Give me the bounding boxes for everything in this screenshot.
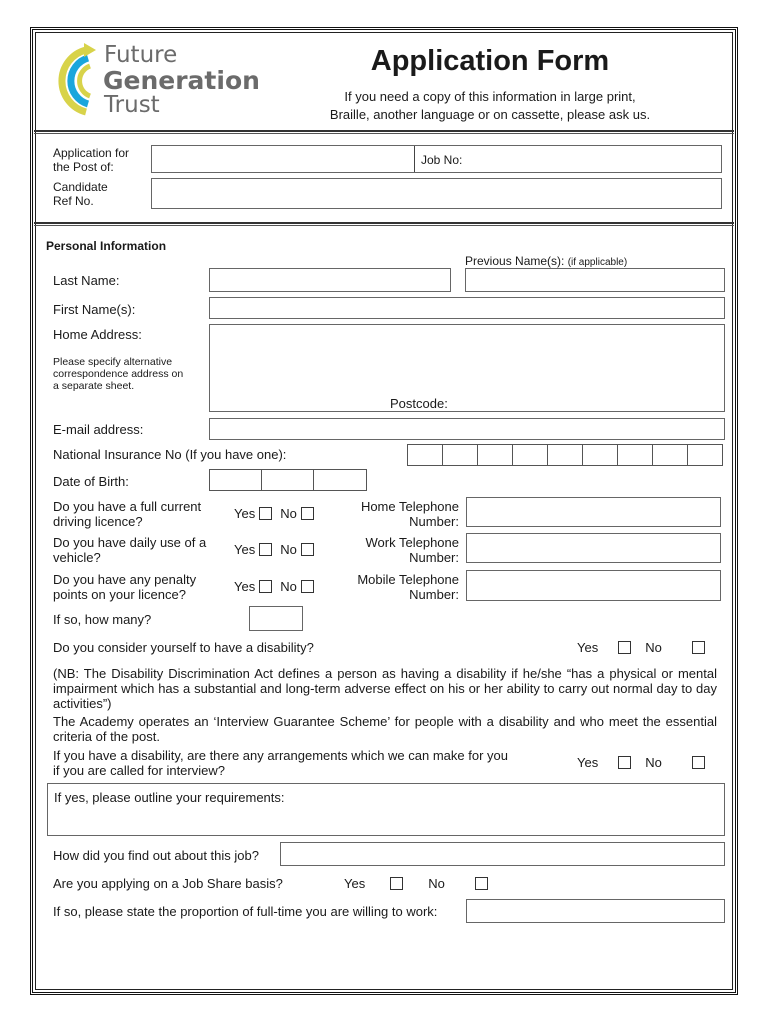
driving-licence-options: Yes No	[234, 506, 314, 521]
home-telephone-input[interactable]	[466, 497, 721, 527]
requirements-textarea[interactable]	[47, 783, 725, 836]
mobile-telephone-input[interactable]	[466, 570, 721, 601]
arrangements-no-checkbox[interactable]	[692, 756, 705, 769]
logo-text-generation: Generation	[103, 66, 260, 95]
how-many-label: If so, how many?	[53, 612, 152, 627]
dob-month-cell[interactable]	[262, 469, 314, 491]
dda-note: (NB: The Disability Discrimination Act defines a person as having a disability if he/she “has a physical or mental impairment which has a substantial and long-term adverse effect on his or her ability to carry out normal day to day activities”)	[53, 666, 717, 711]
first-names-input[interactable]	[209, 297, 725, 319]
arrangements-question: If you have a disability, are there any arrangements which we can make for you if you are called for interview?	[53, 748, 508, 778]
email-label: E-mail address:	[53, 422, 144, 437]
mobile-telephone-label: Mobile Telephone Number:	[357, 572, 459, 602]
job-share-yes-checkbox[interactable]	[390, 877, 403, 890]
disability-options: Yes No	[577, 640, 705, 655]
ni-number-input[interactable]	[407, 444, 723, 466]
post-input[interactable]	[152, 146, 415, 172]
vehicle-no-checkbox[interactable]	[301, 543, 314, 556]
find-out-input[interactable]	[280, 842, 725, 866]
interview-guarantee-note: The Academy operates an ‘Interview Guarantee Scheme’ for people with a disability and who meet the essential criteria of the post.	[53, 714, 717, 744]
ni-label: National Insurance No (If you have one):	[53, 447, 287, 462]
email-input[interactable]	[209, 418, 725, 440]
section-divider	[34, 130, 734, 134]
penalty-points-count-input[interactable]	[249, 606, 303, 631]
section-divider	[34, 222, 734, 226]
application-for-label: Application for the Post of:	[53, 146, 130, 174]
previous-names-label: Previous Name(s): (if applicable)	[465, 254, 628, 268]
disability-yes-checkbox[interactable]	[618, 641, 631, 654]
logo-mark-icon	[46, 40, 106, 120]
disability-no-checkbox[interactable]	[692, 641, 705, 654]
personal-info-heading: Personal Information	[46, 239, 167, 253]
accessibility-note-line1: If you need a copy of this information in large print,	[344, 89, 636, 104]
dob-input[interactable]	[209, 469, 367, 491]
arrangements-options: Yes No	[577, 755, 705, 770]
job-share-no-checkbox[interactable]	[475, 877, 488, 890]
work-telephone-input[interactable]	[466, 533, 721, 563]
penalty-points-options: Yes No	[234, 579, 314, 594]
vehicle-options: Yes No	[234, 542, 314, 557]
page-title: Application Form	[370, 45, 610, 77]
ni-cell[interactable]	[688, 444, 723, 466]
last-name-input[interactable]	[209, 268, 451, 292]
ni-cell[interactable]	[513, 444, 548, 466]
ni-cell[interactable]	[478, 444, 513, 466]
ni-cell[interactable]	[653, 444, 688, 466]
ni-cell[interactable]	[443, 444, 478, 466]
logo-text-trust: Trust	[104, 92, 160, 118]
logo-text-future: Future	[104, 42, 178, 68]
driving-licence-question: Do you have a full current driving licence?	[53, 499, 202, 529]
postcode-label: Postcode:	[390, 396, 448, 411]
proportion-input[interactable]	[466, 899, 725, 923]
home-address-input[interactable]	[209, 324, 725, 412]
candidate-ref-input[interactable]	[151, 178, 722, 209]
ni-cell[interactable]	[407, 444, 443, 466]
job-share-question: Are you applying on a Job Share basis?	[53, 876, 283, 891]
accessibility-note-line2: Braille, another language or on cassette, please ask us.	[329, 107, 651, 122]
post-row	[151, 145, 722, 173]
penalty-points-no-checkbox[interactable]	[301, 580, 314, 593]
dob-label: Date of Birth:	[53, 474, 129, 489]
work-telephone-label: Work Telephone Number:	[365, 535, 459, 565]
dob-year-cell[interactable]	[314, 469, 367, 491]
job-share-options: Yes No	[344, 876, 488, 891]
candidate-ref-label: Candidate Ref No.	[53, 180, 108, 208]
requirements-label: If yes, please outline your requirements:	[54, 790, 285, 805]
first-names-label: First Name(s):	[53, 302, 136, 317]
find-out-label: How did you find out about this job?	[53, 848, 259, 863]
previous-names-input[interactable]	[465, 268, 725, 292]
driving-licence-yes-checkbox[interactable]	[259, 507, 272, 520]
ni-cell[interactable]	[548, 444, 583, 466]
last-name-label: Last Name:	[53, 273, 120, 288]
ni-cell[interactable]	[583, 444, 618, 466]
address-note: Please specify alternative correspondence address on a separate sheet.	[53, 356, 184, 392]
vehicle-question: Do you have daily use of a vehicle?	[53, 535, 207, 565]
home-telephone-label: Home Telephone Number:	[360, 499, 459, 529]
home-address-label: Home Address:	[53, 327, 142, 342]
ni-cell[interactable]	[618, 444, 653, 466]
proportion-label: If so, please state the proportion of full-time you are willing to work:	[53, 904, 438, 919]
job-no-label: Job No:	[421, 153, 463, 167]
vehicle-yes-checkbox[interactable]	[259, 543, 272, 556]
dob-day-cell[interactable]	[209, 469, 262, 491]
penalty-points-yes-checkbox[interactable]	[259, 580, 272, 593]
driving-licence-no-checkbox[interactable]	[301, 507, 314, 520]
job-no-input[interactable]	[462, 146, 721, 172]
disability-question: Do you consider yourself to have a disability?	[53, 640, 314, 655]
arrangements-yes-checkbox[interactable]	[618, 756, 631, 769]
penalty-points-question: Do you have any penalty points on your licence?	[53, 572, 197, 602]
